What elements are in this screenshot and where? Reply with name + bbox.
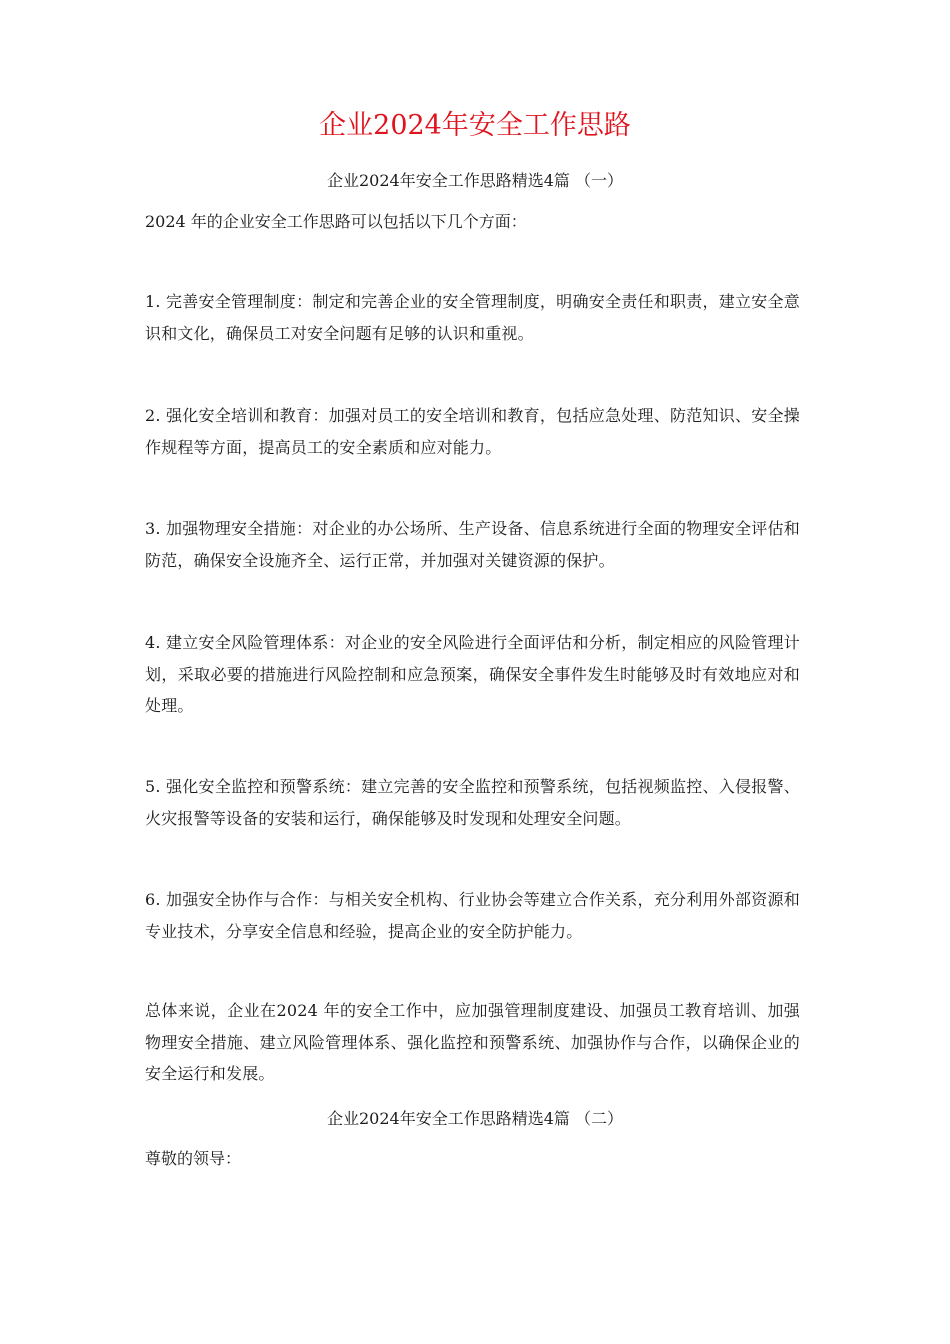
document-title: 企业2024年安全工作思路 bbox=[319, 110, 631, 141]
salutation-text: 尊敬的领导： bbox=[145, 1149, 242, 1168]
list-item-2: 2. 强化安全培训和教育：加强对员工的安全培训和教育，包括应急处理、防范知识、安全操作规程等方面，提高员工的安全素质和应对能力。 bbox=[145, 406, 800, 457]
list-item-6: 6. 加强安全协作与合作：与相关安全机构、行业协会等建立合作关系，充分利用外部资源和专业技术，分享安全信息和经验，提高企业的安全防护能力。 bbox=[145, 890, 800, 941]
list-item-5: 5. 强化安全监控和预警系统：建立完善的安全监控和预警系统，包括视频监控、入侵报警、火灾报警等设备的安装和运行，确保能够及时发现和处理安全问题。 bbox=[145, 777, 800, 828]
list-item-1: 1. 完善安全管理制度：制定和完善企业的安全管理制度，明确安全责任和职责，建立安全意识和文化，确保员工对安全问题有足够的认识和重视。 bbox=[145, 292, 800, 343]
section-heading-1: 企业2024年安全工作思路精选4篇 （一） bbox=[327, 171, 623, 190]
list-item-4: 4. 建立安全风险管理体系：对企业的安全风险进行全面评估和分析，制定相应的风险管理计划，采取必要的措施进行风险控制和应急预案，确保安全事件发生时能够及时有效地应对和处理。 bbox=[145, 633, 800, 715]
list-item-3: 3. 加强物理安全措施：对企业的办公场所、生产设备、信息系统进行全面的物理安全评估和防范，确保安全设施齐全、运行正常，并加强对关键资源的保护。 bbox=[145, 519, 800, 570]
section-heading-2: 企业2024年安全工作思路精选4篇 （二） bbox=[327, 1109, 623, 1128]
summary-paragraph: 总体来说，企业在2024 年的安全工作中，应加强管理制度建设、加强员工教育培训、加强物理安全措施、建立风险管理体系、强化监控和预警系统、加强协作与合作，以确保企业的安全运行和发展。 bbox=[145, 1001, 800, 1083]
intro-text: 2024 年的企业安全工作思路可以包括以下几个方面： bbox=[145, 212, 527, 231]
